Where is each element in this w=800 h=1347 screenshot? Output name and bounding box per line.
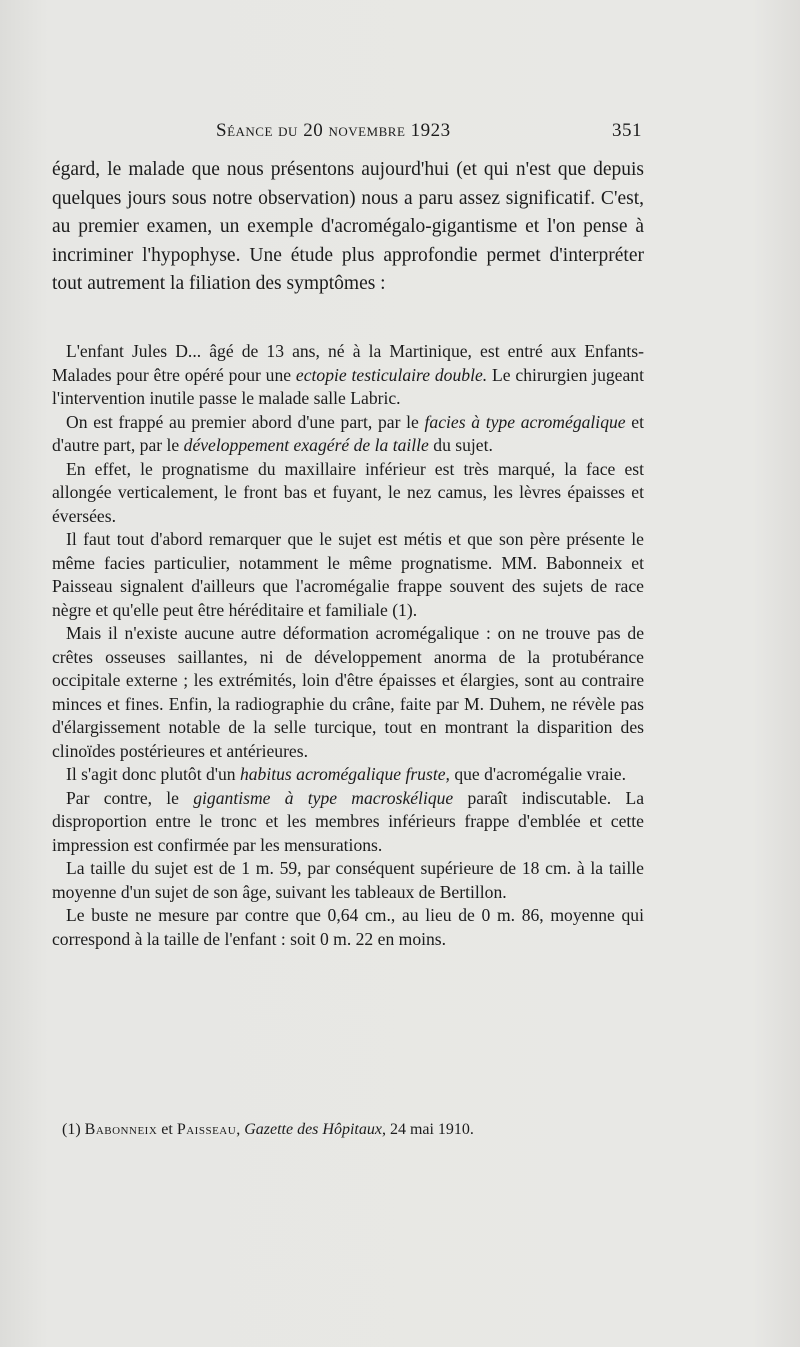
text-run: que d'acromégalie vraie. bbox=[449, 764, 627, 784]
text-run: Le chirurgien jugeant l'intervention inutile passe le malade salle Labric. bbox=[52, 364, 644, 408]
intro-paragraph: égard, le malade que nous présentons aujourd'hui (et qui n'est que depuis quelques jours sous notre observation) nous a paru assez significatif. C'est, au premier examen, un exemple d'acromégalo-gigantisme et l'on pense à incriminer l'hypophyse. Une étude plus approfondie permet d'interpréter tout autrement la filiation des symptômes : bbox=[52, 159, 644, 295]
italic-run: habitus acromégalique fruste, bbox=[239, 764, 450, 784]
observation-paragraph-7 bbox=[52, 787, 644, 858]
footnote-author: Babonneix bbox=[84, 1121, 158, 1138]
observation-paragraph-6 bbox=[52, 763, 644, 787]
footnote-date: , 24 mai 1910. bbox=[381, 1121, 474, 1138]
footnote bbox=[62, 1120, 622, 1140]
title-prefix: Séance du bbox=[216, 120, 304, 141]
italic-run: gigantisme à type macroskélique bbox=[193, 787, 454, 808]
text-run: et d'autre part, par le bbox=[52, 411, 644, 455]
italic-run: développement exagéré de la taille bbox=[183, 435, 429, 455]
text-run: L'enfant Jules D... âgé de 13 ans, né à la Martinique, est entré aux Enfants-Malades pour être opéré pour une bbox=[52, 341, 644, 385]
title-year: 1923 bbox=[410, 120, 451, 141]
observation-paragraph-9: Le buste ne mesure par contre que 0,64 cm., au lieu de 0 m. 86, moyenne qui correspond à la taille de l'enfant : soit 0 m. 22 en moins. bbox=[52, 905, 644, 949]
observation-paragraph-2 bbox=[52, 411, 644, 458]
text-run: du sujet. bbox=[428, 435, 493, 455]
title-month: novembre bbox=[323, 120, 411, 141]
observation-section bbox=[52, 340, 644, 951]
observation-paragraph-5: Mais il n'existe aucune autre déformation acromégalique : on ne trouve pas de crêtes osseuses saillantes, ni de développement anorma de la protubérance occipitale externe ; les extrémités, loin d'être épaisses et élargies, sont au contraire minces et fines. Enfin, la radiographie du crâne, faite par M. Duhem, ne révèle pas d'élargissement notable de la selle turcique, tout en montrant la disparition des clinoïdes postérieures et antérieures. bbox=[52, 623, 644, 761]
text-run: et bbox=[157, 1121, 177, 1138]
text-run: On est frappé au premier abord d'une part, par le bbox=[66, 411, 425, 432]
page-number: 351 bbox=[612, 120, 642, 141]
footnote-journal: Gazette des Hôpitaux bbox=[244, 1121, 382, 1138]
footnote-author: Paisseau bbox=[176, 1121, 237, 1138]
observation-paragraph-8: La taille du sujet est de 1 m. 59, par conséquent supérieure de 18 cm. à la taille moyenne d'un sujet de son âge, suivant les tableaux de Bertillon. bbox=[52, 858, 644, 902]
observation-paragraph-4: Il faut tout d'abord remarquer que le sujet est métis et que son père présente le même facies particulier, notamment le même prognatisme. MM. Babonneix et Paisseau signalent d'ailleurs que l'acromégalie frappe souvent des sujets de race nègre et qu'elle peut être héréditaire et familiale (1). bbox=[52, 529, 644, 620]
observation-paragraph-1 bbox=[52, 340, 644, 411]
title-day: 20 bbox=[303, 120, 324, 141]
text-run: Il s'agit donc plutôt d'un bbox=[66, 764, 240, 784]
text-run: Par contre, le bbox=[66, 787, 194, 808]
text-run: paraît indiscutable. La disproportion entre le tronc et les membres inférieurs frappe d'emblée et cette impression est confirmée par les mensurations. bbox=[52, 787, 644, 855]
running-title bbox=[216, 120, 451, 142]
italic-run: facies à type acromégalique bbox=[424, 411, 626, 432]
italic-run: ectopie testiculaire double. bbox=[295, 364, 488, 385]
footnote-marker: (1) bbox=[62, 1121, 85, 1138]
observation-paragraph-3: En effet, le prognatisme du maxillaire inférieur est très marqué, la face est allongée verticalement, le front bas et fuyant, le nez camus, les lèvres épaisses et éversées. bbox=[52, 458, 644, 526]
text-run: , bbox=[236, 1121, 245, 1138]
intro-section bbox=[52, 156, 644, 299]
